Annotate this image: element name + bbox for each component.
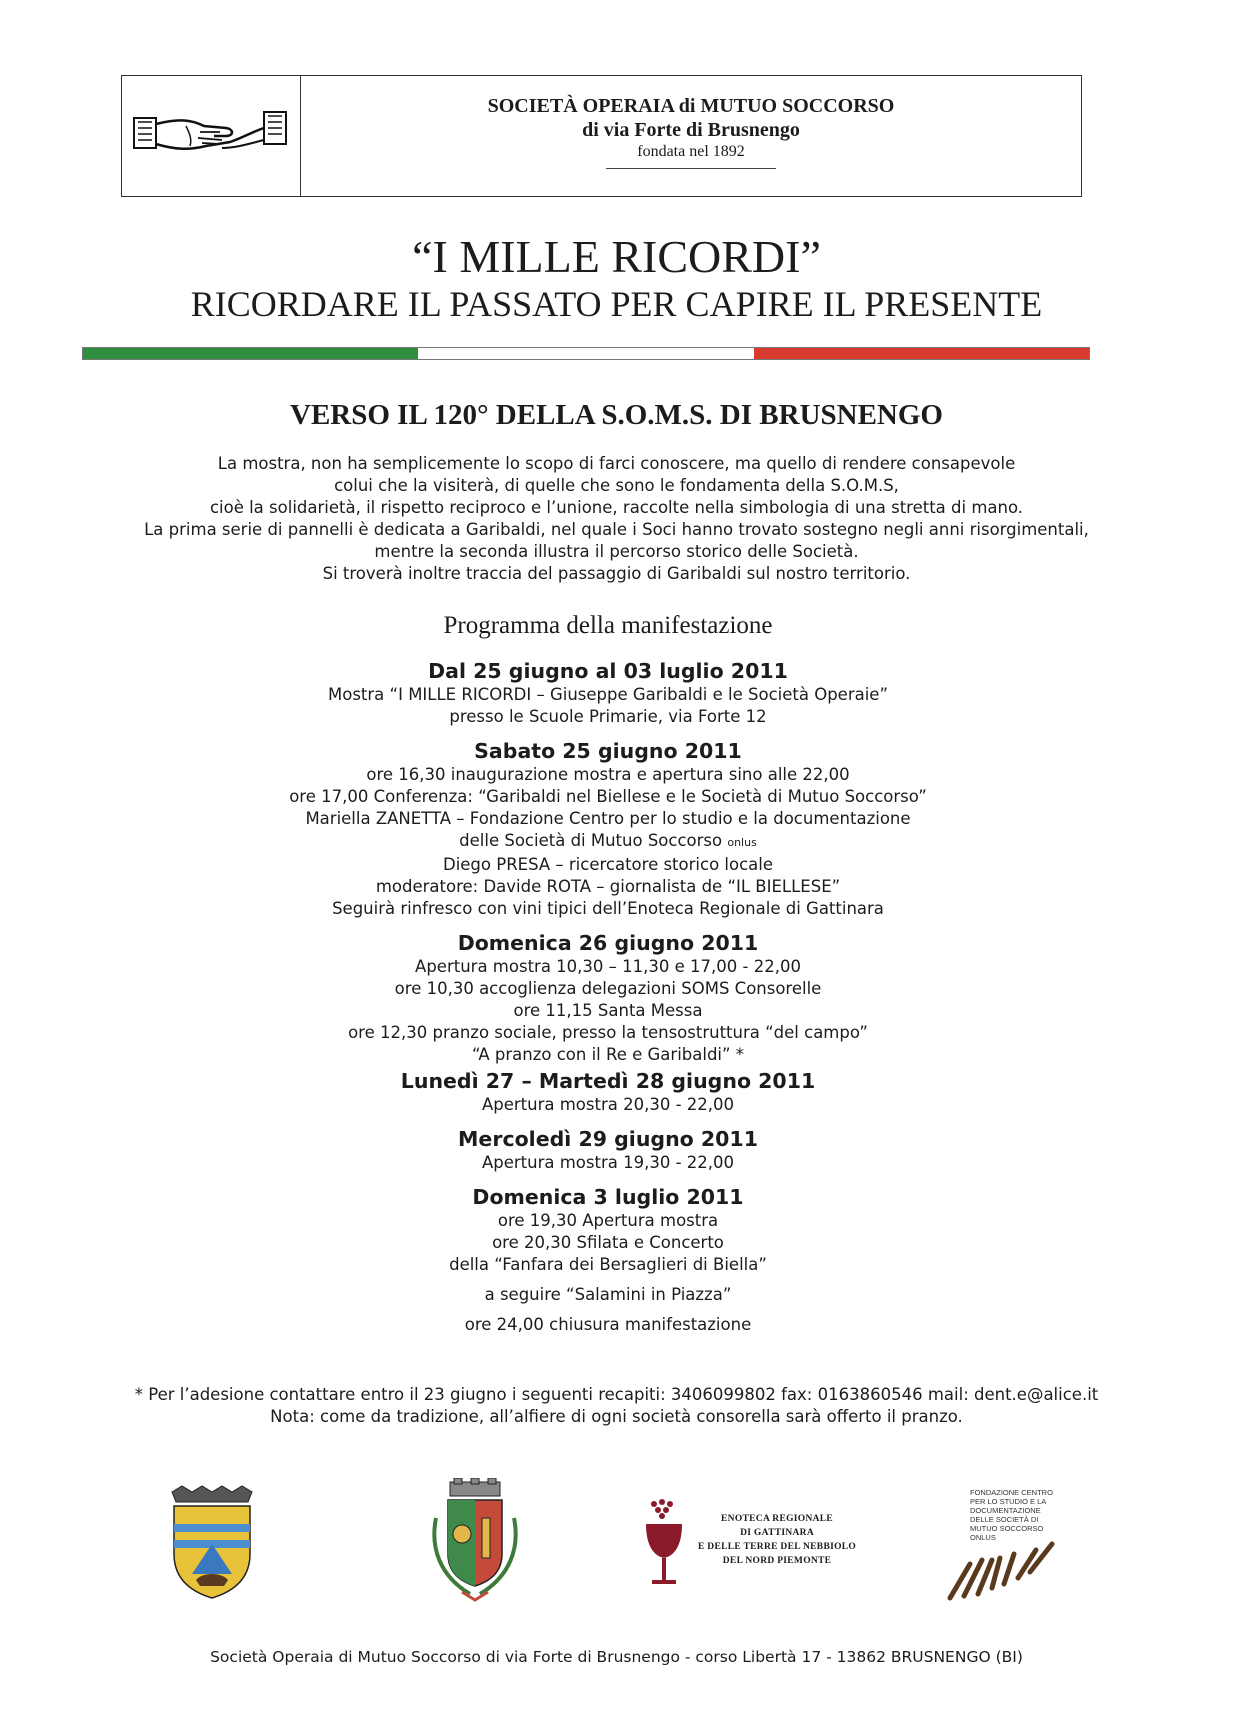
intro-line: colui che la visiterà, di quelle che sono le fondamenta della S.O.M.S, (334, 476, 899, 495)
intro-line: La prima serie di pannelli è dedicata a Garibaldi, nel quale i Soci hanno trovato sostegno negli anni risorgimentali, (144, 520, 1089, 539)
intro-paragraph (60, 453, 1173, 585)
event-line: ore 10,30 accoglienza delegazioni SOMS Consorelle (394, 979, 822, 998)
program-event (0, 1126, 1216, 1174)
event-line: Seguirà rinfresco con vini tipici dell’Enoteca Regionale di Gattinara (332, 899, 884, 918)
sponsor-logos (0, 1478, 1233, 1608)
fondazione-text: FONDAZIONE CENTRO PER LO STUDIO E LA DOCUMENTAZIONE DELLE SOCIETÀ DI MUTUO SOCCORSO ONLUS (970, 1488, 1053, 1542)
event-line: ore 24,00 chiusura manifestazione (464, 1315, 752, 1334)
event-line: ore 12,30 pranzo sociale, presso la tensostruttura “del campo” (348, 1023, 868, 1042)
footer-address: Società Operaia di Mutuo Soccorso di via Forte di Brusnengo - corso Libertà 17 - 13862 BRUSNENGO (BI) (210, 1648, 1023, 1666)
event-line: moderatore: Davide ROTA – giornalista de “IL BIELLESE” (375, 877, 841, 896)
enoteca-logo (640, 1496, 870, 1596)
flag-green-stripe (83, 348, 418, 359)
program-event (0, 658, 1216, 728)
event-date: Mercoledì 29 giugno 2011 (458, 1127, 758, 1151)
event-line: Mostra “I MILLE RICORDI – Giuseppe Garibaldi e le Società Operaie” (328, 685, 888, 704)
event-date: Domenica 3 luglio 2011 (472, 1185, 744, 1209)
contact-line: * Per l’adesione contattare entro il 23 giugno i seguenti recapiti: 3406099802 fax: 0163860546 mail: dent.e@alice.it (134, 1385, 1099, 1404)
event-line: ore 19,30 Apertura mostra (497, 1211, 719, 1230)
event-line: Apertura mostra 19,30 - 22,00 (481, 1153, 735, 1172)
italian-flag-bar (82, 347, 1090, 360)
event-line: ore 20,30 Sfilata e Concerto (492, 1233, 724, 1252)
event-line: Mariella ZANETTA – Fondazione Centro per lo studio e la documentazione (305, 809, 911, 828)
province-coat-of-arms-icon (162, 1484, 262, 1602)
contact-note: Nota: come da tradizione, all’alfiere di ogni società consorella sarà offerto il pranzo. (270, 1407, 963, 1426)
intro-line: Si troverà inoltre traccia del passaggio di Garibaldi sul nostro territorio. (322, 564, 911, 583)
intro-line: mentre la seconda illustra il percorso storico delle Società. (374, 542, 859, 561)
event-date: Sabato 25 giugno 2011 (474, 739, 742, 763)
event-line: ore 17,00 Conferenza: “Garibaldi nel Biellese e le Società di Mutuo Soccorso” (289, 787, 927, 806)
intro-line: cioè la solidarietà, il rispetto reciproco e l’unione, raccolte nella simbologia di una stretta di mano. (209, 498, 1024, 517)
intro-line: La mostra, non ha semplicemente lo scopo di farci conoscere, ma quello di rendere consapevole (217, 454, 1016, 473)
program-event (0, 1184, 1216, 1336)
founded-rule (606, 168, 776, 169)
program-title: Programma della manifestazione (443, 612, 773, 639)
event-line: ore 16,30 inaugurazione mostra e apertura sino alle 22,00 (366, 765, 850, 784)
org-address: di via Forte di Brusnengo (582, 119, 800, 141)
fondazione-logo-icon (940, 1480, 1066, 1604)
wine-glass-icon (640, 1496, 690, 1592)
handshake-icon (130, 98, 290, 168)
program-event (0, 1068, 1216, 1116)
event-line: Diego PRESA – ricercatore storico locale (442, 855, 774, 874)
main-subtitle: RICORDARE IL PASSATO PER CAPIRE IL PRESENTE (190, 284, 1043, 324)
event-date: Domenica 26 giugno 2011 (457, 931, 759, 955)
enoteca-line: DI GATTINARA (740, 1528, 814, 1538)
org-founded: fondata nel 1892 (637, 143, 745, 160)
program-event (0, 930, 1216, 1066)
event-line: presso le Scuole Primarie, via Forte 12 (449, 707, 767, 726)
onlus-suffix: onlus (727, 836, 757, 849)
flag-red-stripe (754, 348, 1089, 359)
event-date: Lunedì 27 – Martedì 28 giugno 2011 (400, 1069, 816, 1093)
event-line-text: delle Società di Mutuo Soccorso (459, 831, 723, 850)
section-title: VERSO IL 120° DELLA S.O.M.S. DI BRUSNENGO (290, 399, 943, 431)
event-date: Dal 25 giugno al 03 luglio 2011 (428, 659, 788, 683)
enoteca-line: DEL NORD PIEMONTE (722, 1556, 832, 1566)
event-line-with-suffix (0, 830, 1216, 854)
event-line: ore 11,15 Santa Messa (513, 1001, 703, 1020)
event-line: a seguire “Salamini in Piazza” (484, 1285, 732, 1304)
main-title: “I MILLE RICORDI” (412, 231, 821, 282)
header-logo-cell (122, 76, 301, 196)
flag-white-stripe (418, 348, 753, 359)
enoteca-line: ENOTECA REGIONALE (721, 1514, 834, 1524)
event-line: “A pranzo con il Re e Garibaldi” * (471, 1045, 745, 1064)
comune-coat-of-arms-icon (420, 1478, 530, 1608)
program-list (0, 658, 1216, 1346)
event-line: Apertura mostra 20,30 - 22,00 (481, 1095, 735, 1114)
program-event (0, 738, 1216, 920)
event-line: della “Fanfara dei Bersaglieri di Biella” (449, 1255, 767, 1274)
contact-info (0, 1384, 1233, 1428)
header-box (121, 75, 1082, 197)
fondazione-logo (940, 1480, 1066, 1604)
event-line: Apertura mostra 10,30 – 11,30 e 17,00 - 22,00 (415, 957, 801, 976)
org-name: SOCIETÀ OPERAIA di MUTUO SOCCORSO (487, 95, 895, 117)
header-text (301, 94, 1081, 169)
enoteca-text (698, 1512, 856, 1568)
enoteca-line: E DELLE TERRE DEL NEBBIOLO (698, 1542, 857, 1552)
